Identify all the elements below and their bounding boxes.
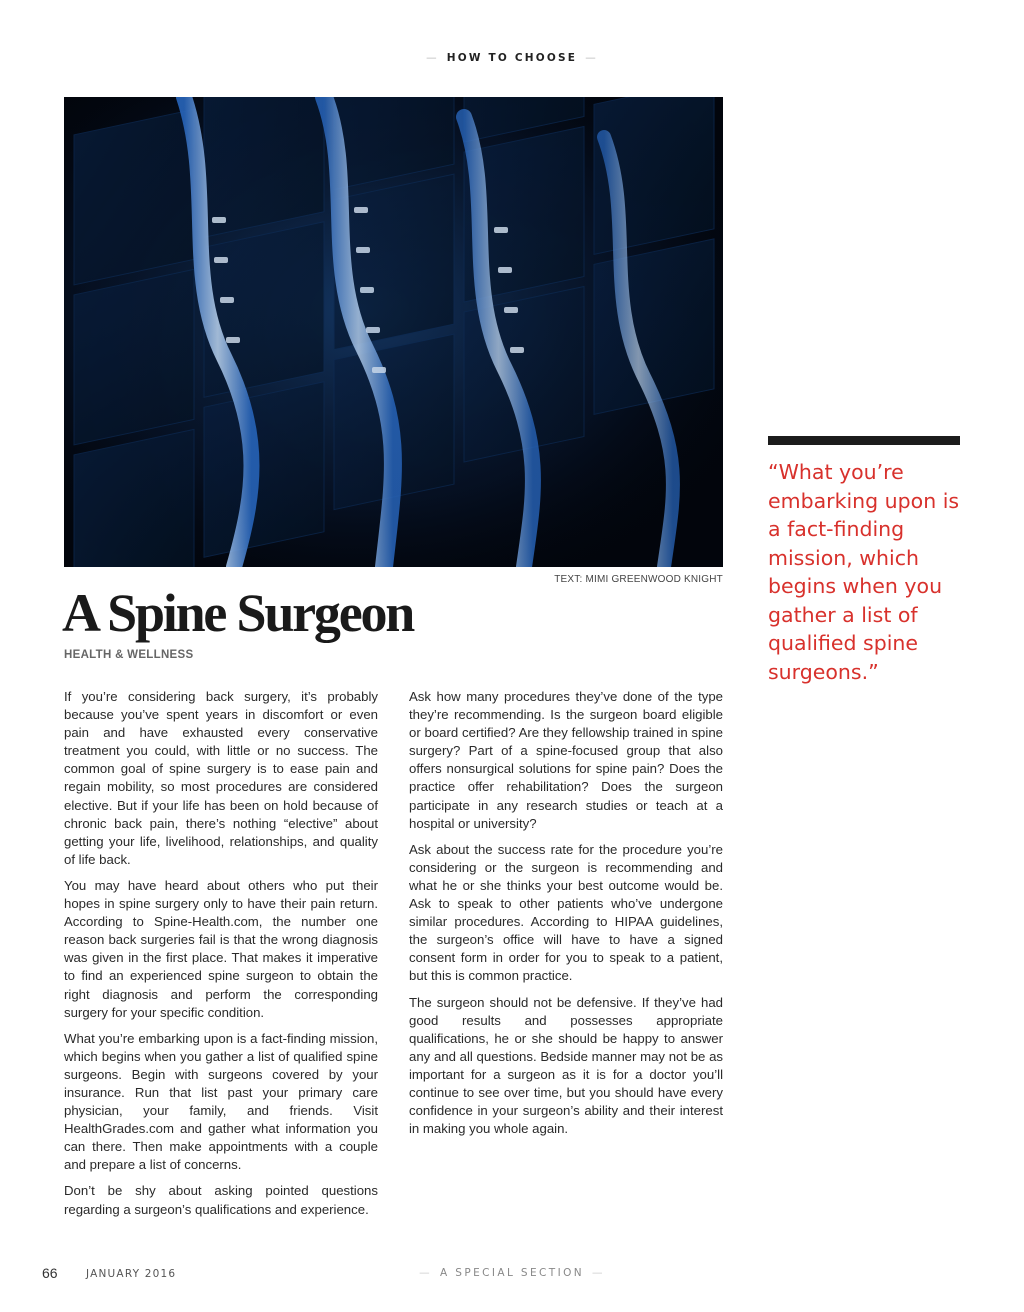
- article-category: HEALTH & WELLNESS: [64, 649, 194, 661]
- page-number: 66: [42, 1265, 58, 1281]
- body-paragraph: Ask how many procedures they’ve done of the type they’re recommending. Is the surgeon board eligible or board certified? Are they fellowship trained in spine surgery? Part of a spine-focused group that also offers nonsurgical solutions for spine pain? Does the practice offer rehabilitation? Does the surgeon participate in any research studies or teach at a hospital or university?: [409, 689, 723, 831]
- footer-section-label: — A SPECIAL SECTION —: [419, 1267, 605, 1279]
- pull-quote: “What you’re embarking upon is a fact-finding mission, which begins when you gather a list of qualified spine surgeons.”: [768, 460, 960, 684]
- body-paragraph: The surgeon should not be defensive. If they’ve had good results and possesses appropriate qualifications, he or she should be happy to answer any and all questions. Bedside manner may not be as important for a surgeon as it is for a doctor you’ll continue to see over time, but you should have every confidence in your surgeon’s ability and their interest in making you whole again.: [409, 994, 723, 1137]
- section-label: — HOW TO CHOOSE —: [426, 52, 598, 64]
- body-paragraph: Don’t be shy about asking pointed questions regarding a surgeon’s qualifications and experience.: [64, 1183, 378, 1217]
- pull-quote-rule: [768, 436, 960, 445]
- author-credit: TEXT: MIMI GREENWOOD KNIGHT: [554, 574, 723, 585]
- body-paragraph: Ask about the success rate for the procedure you’re considering or the surgeon is recommending and what he or she thinks your best outcome would be. Ask to speak to other patients who’ve undergone similar procedures. According to HIPAA guidelines, the surgeon’s office will have to have a signed consent form in order for you to speak to a patient, but this is common practice.: [409, 841, 723, 984]
- hero-image: [64, 97, 723, 567]
- issue-date: JANUARY 2016: [86, 1268, 177, 1280]
- body-paragraph: What you’re embarking upon is a fact-finding mission, which begins when you gather a list of qualified spine surgeons. Begin with surgeons covered by your insurance. Run that list past your primary care physician, your family, and friends. Visit HealthGrades.com and gather what information you can there. Then make appointments with a couple and prepare a list of concerns.: [64, 1030, 378, 1173]
- article-title: A Spine Surgeon: [62, 583, 414, 643]
- footer-section-text: A SPECIAL SECTION: [439, 1267, 584, 1279]
- body-column-left: [64, 688, 378, 1227]
- body-paragraph: If you’re considering back surgery, it’s probably because you’ve spent years in discomfort or even pain and have exhausted every conservative treatment you could, with little or no success. The common goal of spine surgery is to ease pain and regain mobility, so most procedures are considered elective. But if your life has been on hold because of chronic back pain, there’s nothing “elective” about getting your life, livelihood, relationships, and quality of life back.: [64, 689, 378, 867]
- body-paragraph: You may have heard about others who put their hopes in spine surgery only to have their pain return. According to Spine-Health.com, the number one reason back surgeries fail is that the wrong diagnosis was given in the first place. That makes it imperative to find an experienced spine surgeon to obtain the right diagnosis and perform the corresponding surgery for your specific condition.: [64, 877, 378, 1020]
- body-column-right: [409, 688, 723, 1146]
- section-label-text: HOW TO CHOOSE: [446, 52, 578, 64]
